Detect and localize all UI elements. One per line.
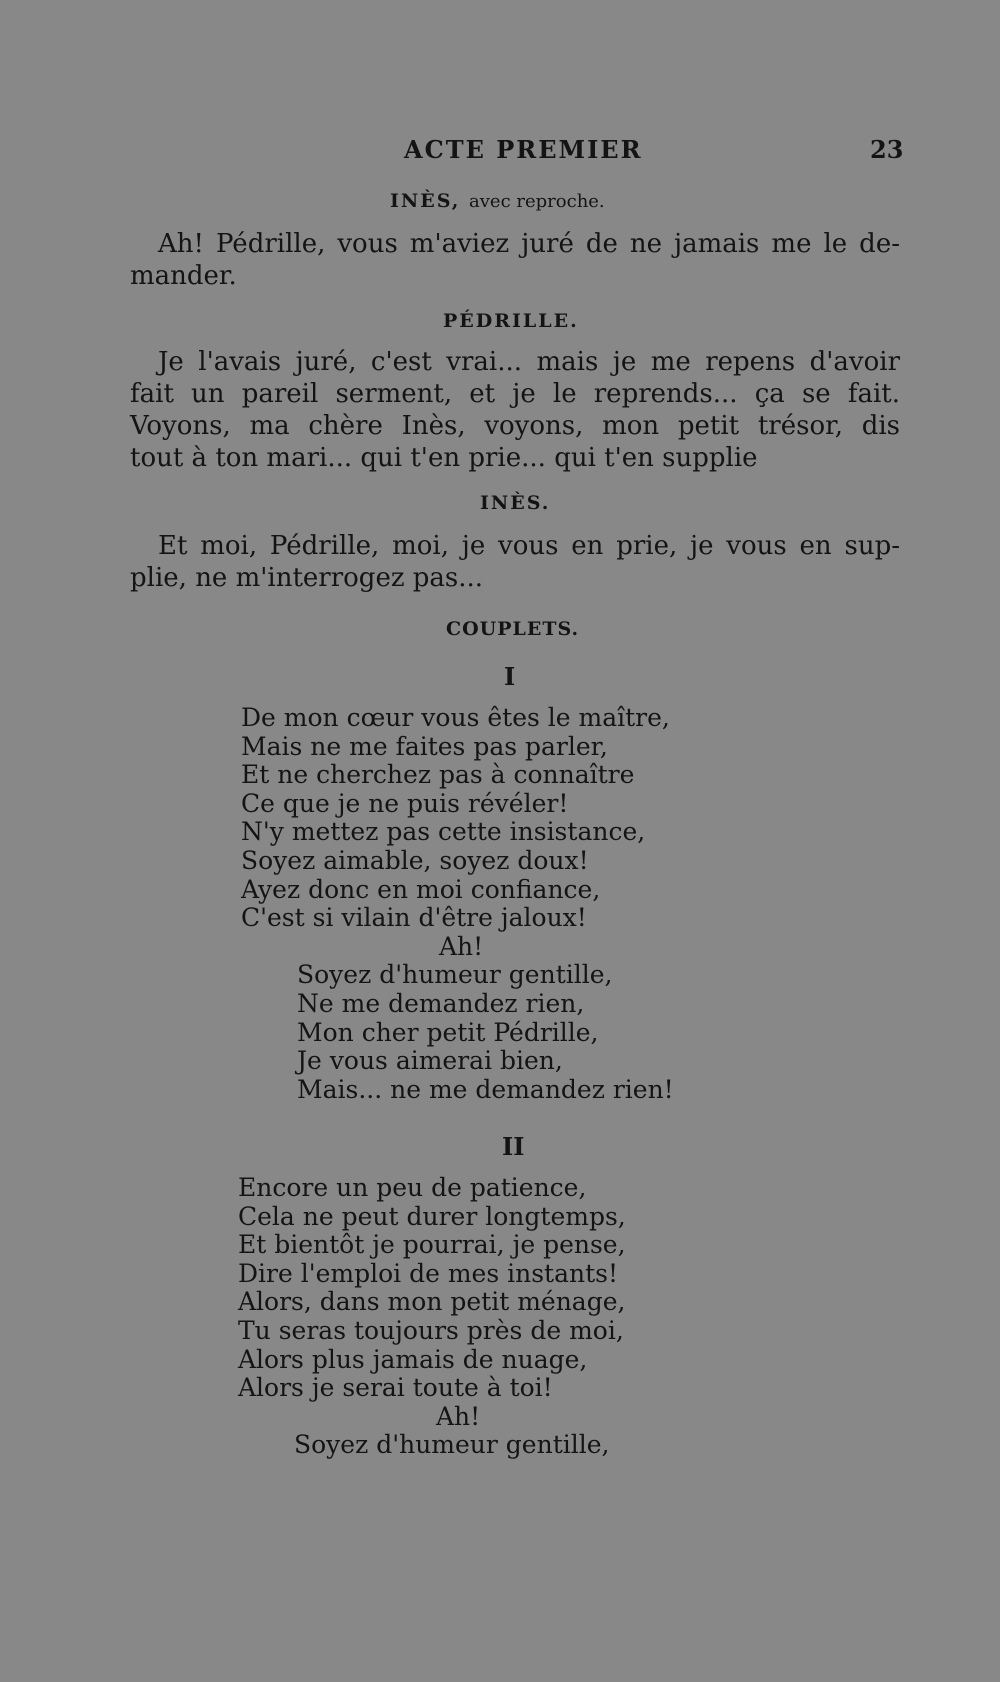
prose-line: mander.	[130, 261, 237, 291]
verse-line: Et bientôt je pourrai, je pense,	[238, 1230, 626, 1260]
refrain-line: Mon cher petit Pédrille,	[297, 1017, 599, 1047]
refrain-line: Je vous aimerai bien,	[297, 1046, 563, 1076]
stanza-number-2: II	[502, 1132, 525, 1161]
dialogue-ines-2	[130, 530, 900, 594]
prose-line: Ah! Pédrille, vous m'aviez juré de ne jamais me le de-	[158, 229, 900, 259]
speaker-ines: INÈS.	[480, 492, 551, 514]
stanza-2	[238, 1174, 626, 1460]
verse-line: Cela ne peut durer longtemps,	[238, 1201, 626, 1231]
prose-line: plie, ne m'interrogez pas...	[130, 563, 484, 593]
refrain-line: Mais... ne me demandez rien!	[297, 1074, 674, 1104]
verse-line: De mon cœur vous êtes le maître,	[241, 703, 670, 732]
verse-line: Encore un peu de patience,	[238, 1173, 587, 1202]
prose-line: tout à ton mari... qui t'en prie... qui t'en supplie	[130, 443, 758, 473]
verse-line: Alors je serai toute à toi!	[238, 1373, 553, 1403]
verse-line: Alors, dans mon petit ménage,	[238, 1287, 626, 1317]
speaker-ines-reproach	[390, 190, 605, 212]
refrain-line: Ne me demandez rien,	[297, 988, 585, 1018]
verse-line: C'est si vilain d'être jaloux!	[241, 903, 587, 933]
verse-line: Tu seras toujours près de moi,	[238, 1315, 624, 1345]
verse-line: Soyez aimable, soyez doux!	[241, 845, 589, 875]
stage-direction: avec reproche.	[469, 191, 605, 212]
verse-line: Ayez donc en moi confiance,	[241, 874, 601, 904]
prose-line: fait un pareil serment, et je le reprends... ça se fait.	[130, 379, 900, 409]
couplets-heading: COUPLETS.	[446, 618, 580, 640]
speaker-pedrille: PÉDRILLE.	[443, 310, 579, 332]
verse-line: Et ne cherchez pas à connaître	[241, 760, 635, 790]
page-number: 23	[870, 135, 904, 164]
verse-line: Dire l'emploi de mes instants!	[238, 1258, 619, 1288]
stanza-number-1: I	[504, 662, 516, 691]
verse-line: N'y mettez pas cette insistance,	[241, 817, 646, 847]
prose-line: Voyons, ma chère Inès, voyons, mon petit trésor, dis	[130, 411, 900, 441]
prose-line: Je l'avais juré, c'est vrai... mais je me repens d'avoir	[158, 347, 900, 377]
dialogue-ines-1	[130, 228, 900, 292]
verse-line: Mais ne me faites pas parler,	[241, 731, 608, 761]
verse-exclamation: Ah!	[436, 1401, 481, 1431]
running-title: ACTE PREMIER	[404, 135, 643, 164]
refrain-line: Soyez d'humeur gentille,	[297, 960, 613, 990]
refrain-line: Soyez d'humeur gentille,	[294, 1430, 610, 1460]
stanza-1	[241, 704, 674, 1104]
verse-line: Ce que je ne puis révéler!	[241, 788, 569, 818]
verse-exclamation: Ah!	[439, 931, 484, 961]
dialogue-pedrille	[130, 346, 900, 474]
speaker-name: INÈS,	[390, 190, 461, 212]
prose-line: Et moi, Pédrille, moi, je vous en prie, je vous en sup-	[158, 531, 900, 561]
verse-line: Alors plus jamais de nuage,	[238, 1344, 588, 1374]
